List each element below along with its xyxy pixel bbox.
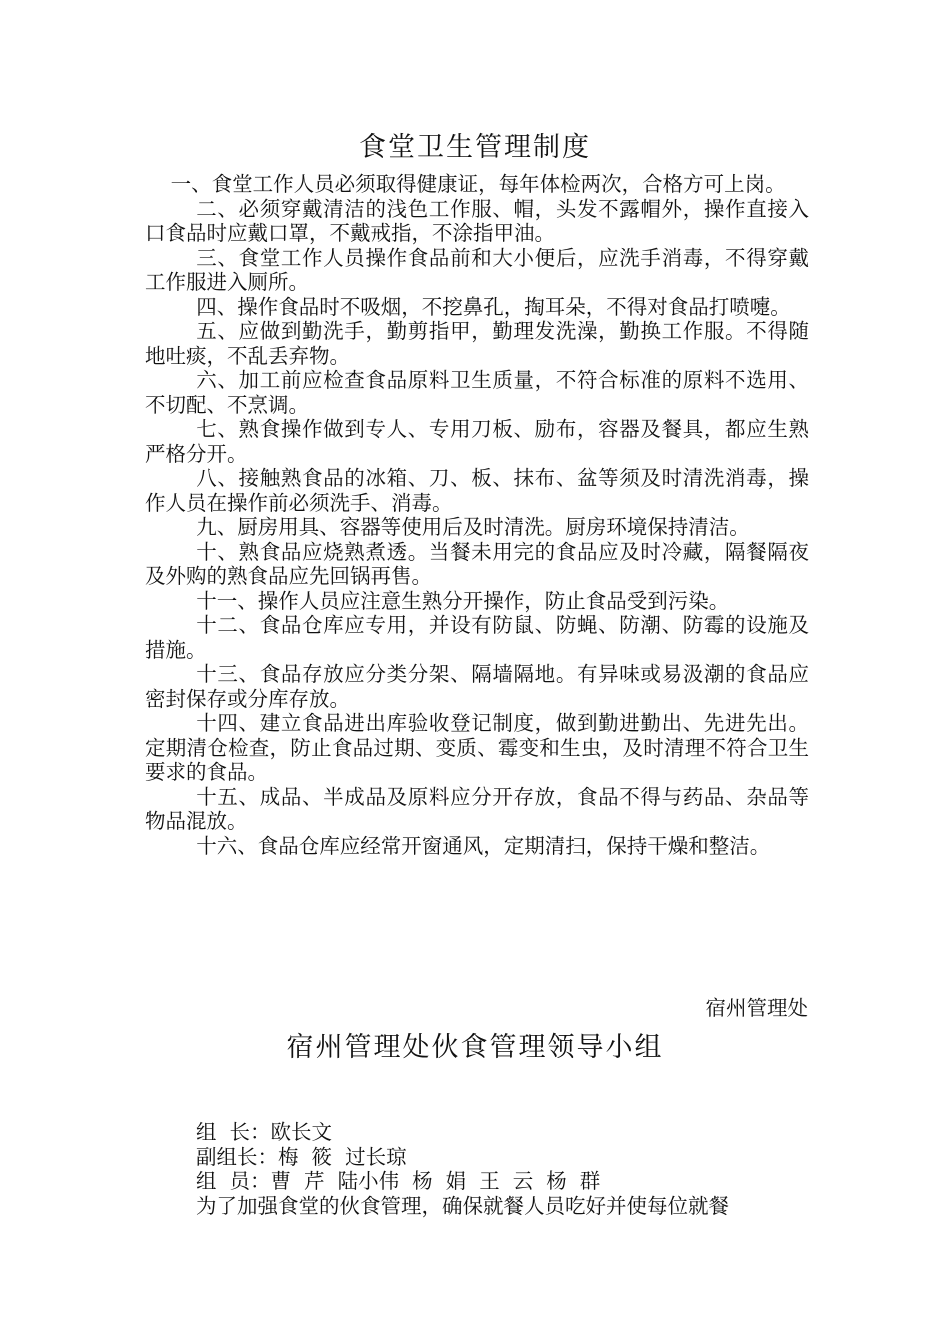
rule-item: 五、应做到勤洗手，勤剪指甲，勤理发洗澡，勤换工作服。不得随地吐痰，不乱丢弃物。 (145, 319, 809, 368)
staff-row: 组 员：曹 芹 陆小伟 杨 娟 王 云 杨 群 (196, 1169, 601, 1193)
section-title: 宿州管理处伙食管理领导小组 (286, 1032, 664, 1063)
rule-item: 十一、操作人员应注意生熟分开操作，防止食品受到污染。 (196, 588, 730, 613)
rule-item: 十三、食品存放应分类分架、隔墙隔地。有异味或易汲潮的食品应密封保存或分库存放。 (145, 662, 809, 711)
rule-item: 一、食堂工作人员必须取得健康证，每年体检两次，合格方可上岗。 (170, 172, 786, 196)
rule-item: 八、接触熟食品的冰箱、刀、板、抹布、盆等须及时清洗消毒，操作人员在操作前必须洗手、消毒。 (145, 466, 809, 515)
rule-item: 十四、建立食品进出库验收登记制度，做到勤进勤出、先进先出。定期清仓检查，防止食品过期、变质、霉变和生虫，及时清理不符合卫生要求的食品。 (145, 711, 809, 784)
rule-item: 四、操作食品时不吸烟，不挖鼻孔，掏耳朵，不得对食品打喷嚏。 (196, 294, 791, 319)
rule-item: 二、必须穿戴清洁的浅色工作服、帽，头发不露帽外，操作直接入口食品时应戴口罩，不戴戒指，不涂指甲油。 (145, 196, 809, 245)
deputy-row: 副组长：梅 筱 过长琼 (196, 1144, 407, 1169)
rule-item: 七、熟食操作做到专人、专用刀板、励布，容器及餐具，都应生熟严格分开。 (145, 417, 809, 466)
leader-row: 组 长：欧长文 (196, 1120, 333, 1144)
member-list (196, 1120, 816, 1218)
page-title: 食堂卫生管理制度 (359, 132, 591, 163)
rule-item: 十五、成品、半成品及原料应分开存放，食品不得与药品、杂品等物品混放。 (145, 784, 809, 833)
rule-item: 十二、食品仓库应专用，并设有防鼠、防蝇、防潮、防霉的设施及措施。 (145, 613, 809, 662)
rule-item: 九、厨房用具、容器等使用后及时清洗。厨房环境保持清洁。 (196, 515, 750, 539)
rule-item: 三、食堂工作人员操作食品前和大小便后，应洗手消毒，不得穿戴工作服进入厕所。 (145, 245, 809, 294)
rules-list (145, 172, 809, 858)
rule-item: 六、加工前应检查食品原料卫生质量，不符合标准的原料不选用、不切配、不烹调。 (145, 368, 809, 417)
rule-item: 十六、食品仓库应经常开窗通风，定期清扫，保持干燥和整洁。 (196, 833, 771, 858)
rule-item: 十、熟食品应烧熟煮透。当餐未用完的食品应及时冷藏，隔餐隔夜及外购的熟食品应先回锅再售。 (145, 539, 809, 588)
intro-text: 为了加强食堂的伙食管理，确保就餐人员吃好并使每位就餐 (196, 1193, 729, 1218)
signature: 宿州管理处 (705, 996, 808, 1020)
